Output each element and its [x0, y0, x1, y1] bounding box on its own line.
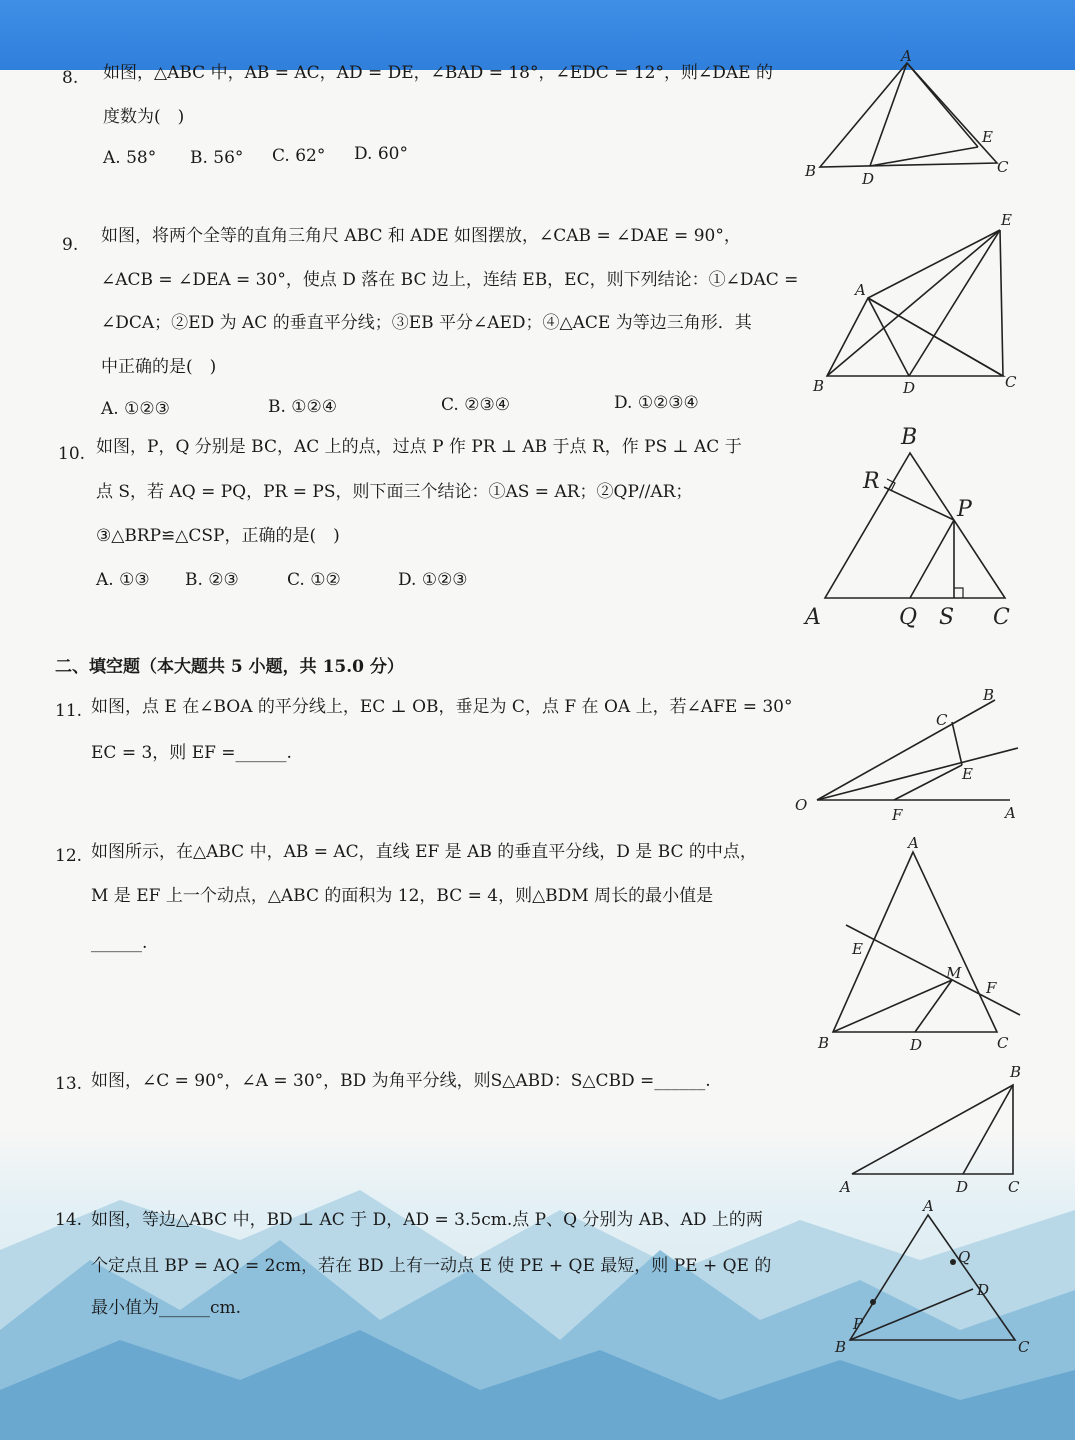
- q14-line-3: 最小值为______cm.: [91, 1298, 242, 1318]
- label-d: D: [910, 1036, 923, 1054]
- figure-q12: [800, 830, 1030, 1055]
- section-title: 二、填空题（本大题共 5 小题，共 15.0 分）: [55, 657, 404, 677]
- q9-option-a: A. ①②③: [101, 399, 170, 419]
- q14-number: 14.: [55, 1210, 83, 1230]
- q10-number: 10.: [58, 444, 86, 464]
- q12-line-1: 如图所示，在△ABC 中，AB = AC，直线 EF 是 AB 的垂直平分线，D 是 BC 的中点，: [91, 842, 757, 862]
- q9-line-4: 中正确的是( ): [101, 357, 217, 377]
- label-e: E: [1001, 211, 1012, 229]
- q8-line-1: 如图，△ABC 中，AB = AC，AD = DE，∠BAD = 18°，∠EDC = 12°，则∠DAE 的: [103, 63, 773, 83]
- label-a: A: [855, 281, 866, 299]
- figure-q14: [825, 1195, 1040, 1390]
- q13-line-1: 如图，∠C = 90°，∠A = 30°，BD 为角平分线，则S△ABD：S△CBD =______.: [91, 1071, 711, 1091]
- label-p: P: [853, 1315, 864, 1333]
- q8-line-2: 度数为( ): [103, 107, 185, 127]
- q10-line-3: ③△BRP≌△CSP，正确的是( ): [96, 526, 340, 546]
- label-q: Q: [958, 1248, 971, 1266]
- label-a: A: [1005, 804, 1016, 822]
- label-m: M: [946, 964, 962, 982]
- q13-number: 13.: [55, 1074, 83, 1094]
- label-c: C: [1008, 1178, 1020, 1196]
- q14-line-1: 如图，等边△ABC 中，BD ⊥ AC 于 D，AD = 3.5cm.点 P、Q 分别为 AB、AD 上的两: [91, 1210, 763, 1230]
- label-a: A: [923, 1197, 934, 1215]
- figure-q10: [800, 420, 1030, 635]
- label-o: O: [795, 796, 808, 814]
- q14-line-2: 个定点且 BP = AQ = 2cm，若在 BD 上有一动点 E 使 PE + QE 最短，则 PE + QE 的: [91, 1256, 772, 1276]
- label-a: A: [908, 834, 919, 852]
- q11-line-2: EC = 3，则 EF =______.: [91, 743, 292, 763]
- label-d: D: [956, 1178, 969, 1196]
- q10-option-a: A. ①③: [96, 570, 150, 590]
- q11-line-1: 如图，点 E 在∠BOA 的平分线上，EC ⊥ OB，垂足为 C，点 F 在 OA 上，若∠AFE = 30°: [91, 697, 793, 717]
- label-a: A: [840, 1178, 851, 1196]
- figure-q8: [800, 45, 1030, 190]
- label-f: F: [892, 806, 903, 824]
- q8-option-b: B. 56°: [190, 148, 244, 168]
- label-q: Q: [899, 605, 918, 630]
- q10-line-1: 如图，P，Q 分别是 BC，AC 上的点，过点 P 作 PR ⊥ AB 于点 R，作 PS ⊥ AC 于: [96, 437, 742, 457]
- label-c: C: [997, 158, 1009, 176]
- label-a: A: [901, 47, 912, 65]
- q9-line-1: 如图，将两个全等的直角三角尺 ABC 和 ADE 如图摆放，∠CAB = ∠DAE = 90°，: [101, 226, 741, 246]
- q12-number: 12.: [55, 846, 83, 866]
- q11-number: 11.: [55, 701, 83, 721]
- label-d: D: [903, 379, 916, 397]
- label-b: B: [813, 377, 825, 395]
- q10-option-b: B. ②③: [185, 570, 239, 590]
- q8-option-d: D. 60°: [354, 144, 408, 164]
- label-b: B: [818, 1034, 830, 1052]
- label-c: C: [993, 605, 1010, 630]
- q10-option-c: C. ①②: [287, 570, 341, 590]
- q8-option-c: C. 62°: [272, 146, 326, 166]
- q9-option-c: C. ②③④: [441, 395, 510, 415]
- figure-q9: [805, 205, 1035, 400]
- q9-line-3: ∠DCA；②ED 为 AC 的垂直平分线；③EB 平分∠AED；④△ACE 为等边三角形．其: [101, 313, 752, 333]
- label-f: F: [986, 979, 997, 997]
- label-b: B: [1010, 1063, 1022, 1081]
- figure-q13: [830, 1060, 1030, 1200]
- q8-number: 8.: [62, 68, 79, 88]
- q9-number: 9.: [62, 235, 79, 255]
- q12-line-2: M 是 EF 上一个动点，△ABC 的面积为 12，BC = 4，则△BDM 周长的最小值是: [91, 886, 714, 906]
- q8-option-a: A. 58°: [103, 148, 157, 168]
- label-r: R: [863, 469, 880, 494]
- label-e: E: [962, 765, 973, 783]
- q9-line-2: ∠ACB = ∠DEA = 30°，使点 D 落在 BC 边上，连结 EB，EC，则下列结论：①∠DAC =: [101, 270, 799, 290]
- label-c: C: [1018, 1338, 1030, 1356]
- label-b: B: [983, 686, 995, 704]
- label-b: B: [835, 1338, 847, 1356]
- label-c: C: [1005, 373, 1017, 391]
- label-a: A: [805, 605, 821, 630]
- label-p: P: [957, 497, 972, 522]
- label-c: C: [997, 1034, 1009, 1052]
- label-d: D: [862, 170, 875, 188]
- label-e: E: [982, 128, 993, 146]
- label-b: B: [901, 425, 918, 450]
- figure-q11: [790, 680, 1030, 825]
- q10-option-d: D. ①②③: [398, 570, 468, 590]
- label-e: E: [852, 940, 863, 958]
- q10-line-2: 点 S，若 AQ = PQ，PR = PS，则下面三个结论：①AS = AR；②QP//AR；: [96, 482, 693, 502]
- label-c: C: [936, 711, 948, 729]
- label-d: D: [977, 1281, 990, 1299]
- label-b: B: [805, 162, 817, 180]
- label-s: S: [939, 605, 955, 630]
- q9-option-b: B. ①②④: [268, 397, 338, 417]
- q9-option-d: D. ①②③④: [614, 393, 699, 413]
- q12-line-3: ______.: [91, 933, 148, 953]
